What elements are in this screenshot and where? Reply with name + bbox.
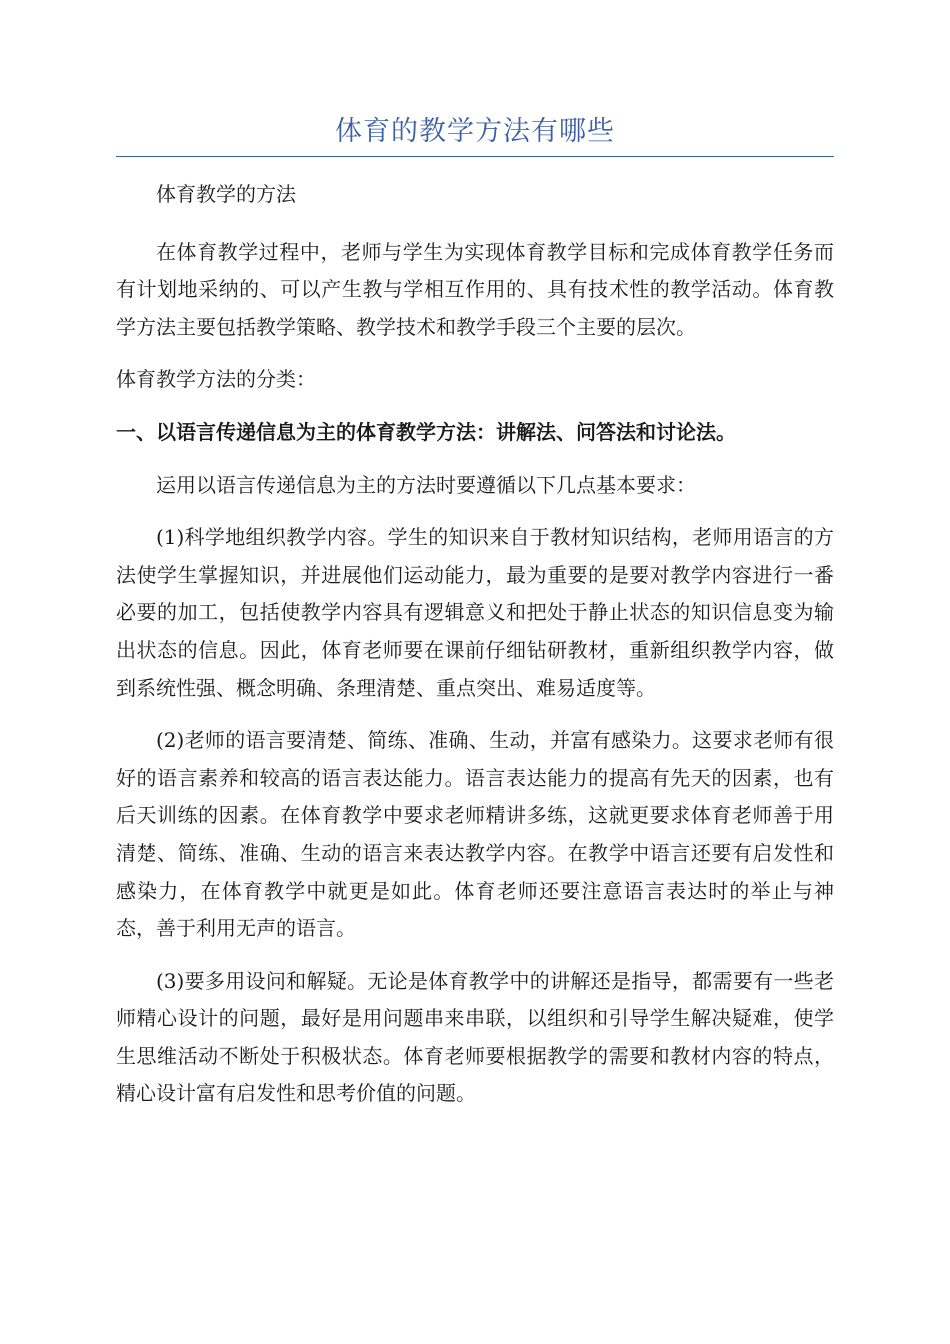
classification-label: 体育教学方法的分类： <box>116 367 316 392</box>
section-heading-1: 一、以语言传递信息为主的体育教学方法：讲解法、问答法和讨论法。 <box>116 419 736 444</box>
intro-paragraph: 在体育教学过程中，老师与学生为实现体育教学目标和完成体育教学任务而有计划地采纳的、可以产生教与学相互作用的、具有技术性的教学活动。体育教学方法主要包括教学策略、教学技术和教学手段三个主要的层次。 <box>116 239 834 339</box>
requirement-item-1: (1)科学地组织教学内容。学生的知识来自于教材知识结构，老师用语言的方法使学生掌握知识，并进展他们运动能力，最为重要的是要对教学内容进行一番必要的加工，包括使教学内容具有逻辑意义和把处于静止状态的知识信息变为输出状态的信息。因此，体育老师要在课前仔细钻研教材，重新组织教学内容，做到系统性强、概念明确、条理清楚、重点突出、难易适度等。 <box>116 525 834 700</box>
section-subtitle: 体育教学的方法 <box>156 182 296 206</box>
document-page <box>116 110 834 1113</box>
requirement-item-3: (3)要多用设问和解疑。无论是体育教学中的讲解还是指导，都需要有一些老师精心设计的问题，最好是用问题串来串联，以组织和引导学生解决疑难，使学生思维活动不断处于积极状态。体育老师要根据教学的需要和教材内容的特点，精心设计富有启发性和思考价值的问题。 <box>116 968 834 1106</box>
document-title: 体育的教学方法有哪些 <box>116 110 834 157</box>
requirements-intro: 运用以语言传递信息为主的方法时要遵循以下几点基本要求： <box>156 472 696 497</box>
requirement-item-2: (2)老师的语言要清楚、简练、准确、生动，并富有感染力。这要求老师有很好的语言素养和较高的语言表达能力。语言表达能力的提高有先天的因素，也有后天训练的因素。在体育教学中要求老师精讲多练，这就更要求体育老师善于用清楚、简练、准确、生动的语言来表达教学内容。在教学中语言还要有启发性和感染力，在体育教学中就更是如此。体育老师还要注意语言表达时的举止与神态，善于利用无声的语言。 <box>116 728 834 941</box>
